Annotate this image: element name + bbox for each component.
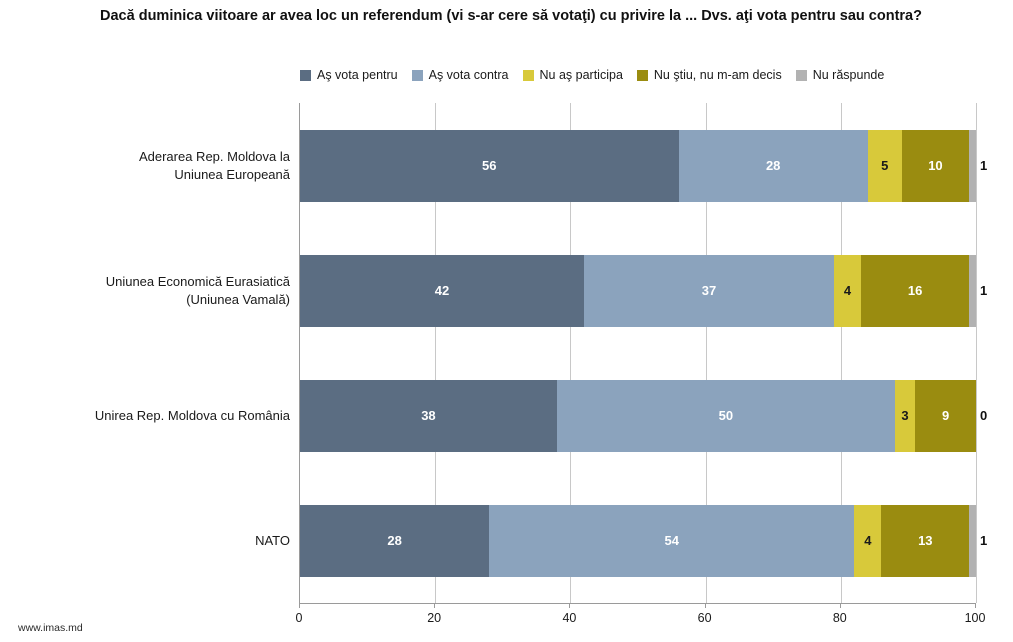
bar-segment[interactable]: 56 (300, 130, 679, 202)
x-tick-label: 0 (295, 611, 303, 625)
x-tick-label: 100 (964, 611, 986, 625)
legend-label: Nu aş participa (539, 68, 623, 82)
legend-item-0[interactable] (300, 68, 398, 82)
category-label-line: Unirea Rep. Moldova cu România (94, 407, 290, 423)
bar-value-label-outside: 0 (980, 408, 988, 423)
bar-segment[interactable] (969, 255, 976, 327)
legend-swatch-icon (412, 70, 423, 81)
legend-item-1[interactable] (412, 68, 509, 82)
bar-value-label-outside: 1 (980, 283, 988, 298)
bar-row (300, 380, 988, 452)
x-tick-label: 60 (697, 611, 712, 625)
x-axis-line (299, 603, 976, 604)
bar-row (300, 255, 988, 327)
legend-swatch-icon (300, 70, 311, 81)
category-label-line: Uniunea Economică Eurasiatică (105, 273, 290, 289)
legend-item-2[interactable] (523, 68, 623, 82)
category-label-line: Uniunea Europeană (174, 166, 290, 182)
bar-row (300, 130, 988, 202)
source-url: www.imas.md (18, 622, 83, 634)
x-tick-mark (569, 603, 570, 608)
bar-segment[interactable]: 5 (868, 130, 902, 202)
bar-segment[interactable]: 50 (557, 380, 895, 452)
x-tick-mark (434, 603, 435, 608)
bar-segment[interactable]: 54 (489, 505, 854, 577)
bar-segment[interactable]: 28 (300, 505, 489, 577)
bar-segment[interactable]: 42 (300, 255, 584, 327)
category-label (0, 531, 290, 549)
legend-swatch-icon (796, 70, 807, 81)
bar-segment[interactable]: 4 (834, 255, 861, 327)
bar-segment[interactable]: 9 (915, 380, 976, 452)
x-tick-mark (840, 603, 841, 608)
bar-segment[interactable]: 4 (854, 505, 881, 577)
x-tick-mark (705, 603, 706, 608)
category-label-line: NATO (255, 532, 290, 548)
bar-segment[interactable]: 38 (300, 380, 557, 452)
bar-segment[interactable] (969, 130, 976, 202)
category-label (0, 147, 290, 183)
bar-segment[interactable]: 16 (861, 255, 969, 327)
x-tick-mark (299, 603, 300, 608)
legend-swatch-icon (637, 70, 648, 81)
bar-segment[interactable]: 3 (895, 380, 915, 452)
legend-item-4[interactable] (796, 68, 885, 82)
legend-item-3[interactable] (637, 68, 782, 82)
chart-title: Dacă duminica viitoare ar avea loc un referendum (vi s-ar cere să votaţi) cu privire la ... Dvs. aţi vota pentru sau contra? (100, 8, 922, 24)
category-label-line: (Uniunea Vamală) (186, 291, 290, 307)
bar-row (300, 505, 988, 577)
legend-label: Nu ştiu, nu m-am decis (653, 68, 782, 82)
bar-segment[interactable] (969, 505, 976, 577)
bar-value-label-outside: 1 (980, 533, 988, 548)
bar-segment[interactable]: 37 (584, 255, 834, 327)
bar-segment[interactable]: 28 (679, 130, 868, 202)
x-tick-label: 80 (832, 611, 847, 625)
legend-label: Aş vota pentru (317, 68, 398, 82)
category-label (0, 406, 290, 424)
legend-swatch-icon (523, 70, 534, 81)
category-axis-labels (0, 103, 290, 603)
plot-area (299, 103, 988, 603)
category-label (0, 272, 290, 308)
x-tick-label: 40 (562, 611, 577, 625)
legend-label: Aş vota contra (428, 68, 509, 82)
x-tick-label: 20 (427, 611, 442, 625)
bar-segment[interactable]: 10 (902, 130, 970, 202)
bar-segment[interactable]: 13 (881, 505, 969, 577)
x-tick-mark (975, 603, 976, 608)
chart-legend (300, 68, 990, 82)
category-label-line: Aderarea Rep. Moldova la (138, 148, 290, 164)
bar-value-label-outside: 1 (980, 158, 988, 173)
legend-label: Nu răspunde (812, 68, 885, 82)
